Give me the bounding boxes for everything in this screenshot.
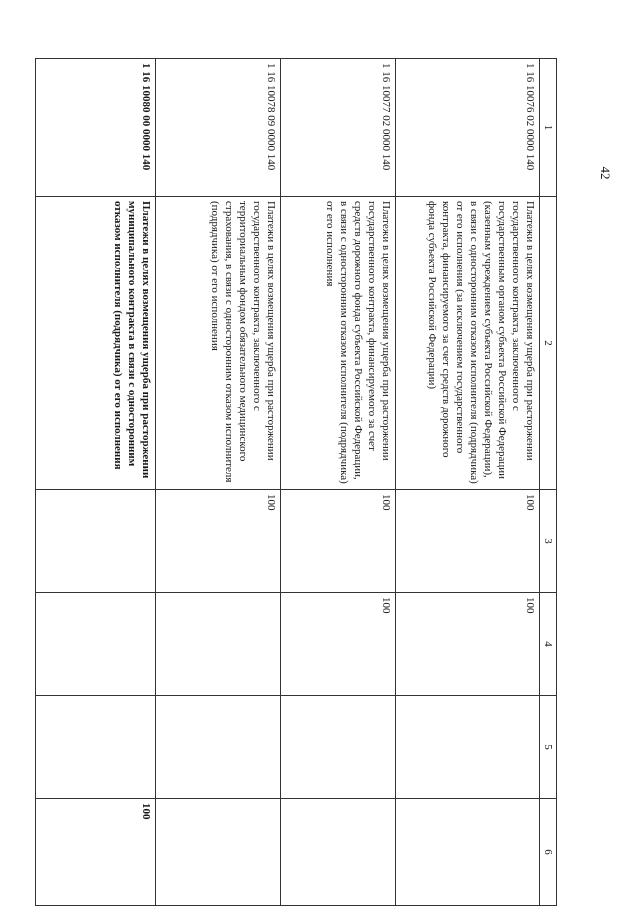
budget-code-cell: 1 16 10077 02 0000 140 bbox=[281, 59, 396, 197]
value-cell-col5 bbox=[396, 696, 540, 799]
budget-code-cell: 1 16 10078 09 0000 140 bbox=[156, 59, 281, 197]
value-cell-col3: 100 bbox=[156, 490, 281, 593]
value-cell-col5 bbox=[36, 696, 156, 799]
value-cell-col4: 100 bbox=[281, 593, 396, 696]
table-row bbox=[396, 59, 540, 906]
value-cell-col4 bbox=[36, 593, 156, 696]
budget-code-cell: 1 16 10080 00 0000 140 bbox=[36, 59, 156, 197]
value-cell-col3: 100 bbox=[396, 490, 540, 593]
value-cell-col3: 100 bbox=[281, 490, 396, 593]
column-header-5: 5 bbox=[540, 696, 557, 799]
description-cell: Платежи в целях возмещения ущерба при расторжении муниципального контракта в связи с односторонним отказом исполнителя (подрядчика) от его исполнения bbox=[36, 197, 156, 490]
value-cell-col6: 100 bbox=[36, 799, 156, 906]
page-number: 42 bbox=[598, 166, 613, 180]
description-cell: Платежи в целях возмещения ущерба при расторжении государственного контракта, заключенного с территориальным фондом обязательного медицинского страхования, в связи с односторонним отказом исполнителя (подрядчика) от его исполнения bbox=[156, 197, 281, 490]
column-header-2: 2 bbox=[540, 197, 557, 490]
column-header-1: 1 bbox=[540, 59, 557, 197]
value-cell-col4: 100 bbox=[396, 593, 540, 696]
table-row bbox=[281, 59, 396, 906]
table-header-row bbox=[540, 59, 557, 906]
value-cell-col5 bbox=[281, 696, 396, 799]
budget-code-cell: 1 16 10076 02 0000 140 bbox=[396, 59, 540, 197]
value-cell-col4 bbox=[156, 593, 281, 696]
value-cell-col6 bbox=[281, 799, 396, 906]
description-cell: Платежи в целях возмещения ущерба при расторжении государственного контракта, финансируемого за счет средств дорожного фонда субъекта Российской Федерации, в связи с односторонним отказом исполнителя (подрядчика) от его исполнения bbox=[281, 197, 396, 490]
value-cell-col5 bbox=[156, 696, 281, 799]
value-cell-col6 bbox=[156, 799, 281, 906]
table-row bbox=[156, 59, 281, 906]
column-header-6: 6 bbox=[540, 799, 557, 906]
value-cell-col3 bbox=[36, 490, 156, 593]
table-row bbox=[36, 59, 156, 906]
value-cell-col6 bbox=[396, 799, 540, 906]
description-cell: Платежи в целях возмещения ущерба при расторжении государственного контракта, заключенного с государственным органом субъекта Российской Федерации (казенным учреждением субъекта Российской Федерации), в связи с односторонним отказом исполнителя (подрядчика) от его исполнения (за исключением государственного контракта, финансируемого за счет средств дорожного фонда субъекта Российской Федерации) bbox=[396, 197, 540, 490]
column-header-3: 3 bbox=[540, 490, 557, 593]
budget-classification-table bbox=[35, 58, 557, 906]
rotated-table-wrapper bbox=[47, 58, 557, 905]
column-header-4: 4 bbox=[540, 593, 557, 696]
